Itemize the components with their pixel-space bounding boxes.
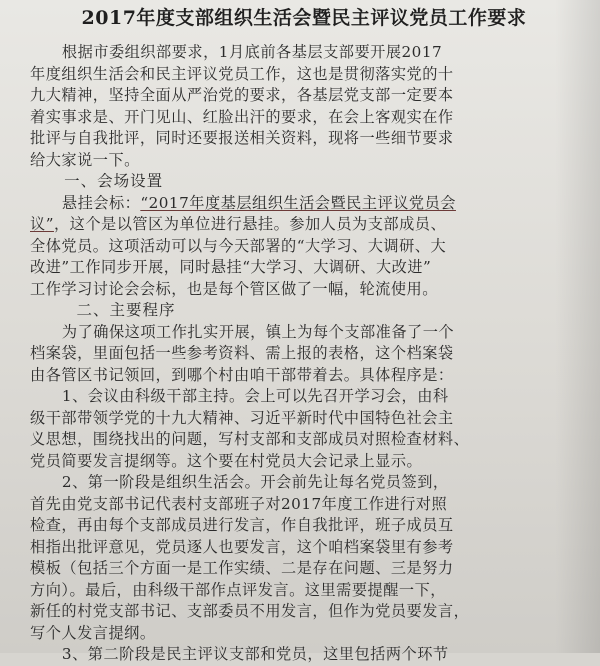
procedure-line: 首先由党支部书记代表村支部班子对2017年度工作进行对照 [30, 494, 448, 513]
venue-line-1 [30, 193, 578, 215]
procedure-line: 党员简要发言提纲等。这个要在村党员大会记录上显示。 [30, 451, 423, 470]
intro-line-6: 给大家说一下。 [30, 150, 140, 169]
intro-line-5: 批评与自我批评，同时还要报送相关资料，现将一些细节要求 [30, 129, 454, 147]
procedure-line: 相指出批评意见，党员逐人也要发言，这个咱档案袋里有参考 [30, 537, 454, 556]
section-heading-venue: 一、会场设置 [64, 172, 164, 190]
procedure-line: 模板（包括三个方面一是工作实绩、二是存在问题、三是努力 [30, 559, 454, 577]
intro-line-4: 着实事求是、开门见山、红脸出汗的要求，在会上客观实在作 [30, 107, 454, 126]
procedure-line: 为了确保这项工作扎实开展，镇上为每个支部准备了一个 [61, 322, 455, 341]
procedure-line: 方向）。最后，由科级干部作点评发言。这里需要提醒一下， [30, 580, 446, 599]
procedure-step-1: 1、会议由科级干部主持。会上可以先召开学习会，由科 [61, 387, 449, 405]
procedure-step-3: 3、第二阶段是民主评议支部和党员，这里包括两个环节 [61, 645, 449, 663]
procedure-step-2: 2、第一阶段是组织生活会。开会前先让每名党员签到， [61, 473, 449, 491]
procedure-line: 新任的村党支部书记、支部委员不用发言，但作为党员要发言， [30, 602, 470, 620]
procedure-line: 由各管区书记领回，到哪个村由咱干部带着去。具体程序是： [30, 365, 454, 384]
section-heading-procedure: 二、主要程序 [76, 301, 176, 319]
procedure-line: 档案袋，里面包括一些参考资料、需上报的表格，这个档案袋 [30, 344, 454, 362]
venue-line-2-text: ，这个是以管区为单位进行悬挂。参加人员为支部成员、 [53, 215, 447, 233]
venue-banner-text: “2017年度基层组织生活会暨民主评议党员会 [140, 193, 456, 212]
document-body [30, 42, 578, 666]
venue-line-5: 工作学习讨论会会标，也是每个管区做了一幅，轮流使用。 [30, 279, 438, 298]
procedure-line: 检查，再由每个支部成员进行发言，作自我批评，班子成员互 [30, 516, 454, 534]
document-title: 2017年度支部组织生活会暨民主评议党员工作要求 [81, 7, 527, 29]
venue-banner-text-end: 议” [30, 215, 54, 233]
procedure-line: 义思想，围绕找出的问题，写村支部和支部成员对照检查材料、 [30, 430, 470, 448]
procedure-line: 级干部带领学党的十九大精神、习近平新时代中国特色社会主 [30, 408, 454, 427]
venue-line-2 [30, 214, 578, 236]
procedure-line: 写个人发言提纲。 [30, 623, 156, 642]
intro-line-2: 年度组织生活会和民主评议党员工作，这也是贯彻落实党的十 [30, 64, 454, 83]
venue-line-4: 改进”工作同步开展，同时悬挂“大学习、大调研、大改进” [30, 258, 432, 276]
intro-line-1: 根据市委组织部要求，1月底前各基层支部要开展2017 [61, 43, 443, 61]
intro-line-3: 九大精神，坚持全面从严治党的要求，各基层党支部一定要本 [30, 86, 454, 104]
venue-line-3: 全体党员。这项活动可以与今天部署的“大学习、大调研、大 [30, 236, 447, 255]
venue-banner-label: 悬挂会标： [61, 193, 141, 212]
